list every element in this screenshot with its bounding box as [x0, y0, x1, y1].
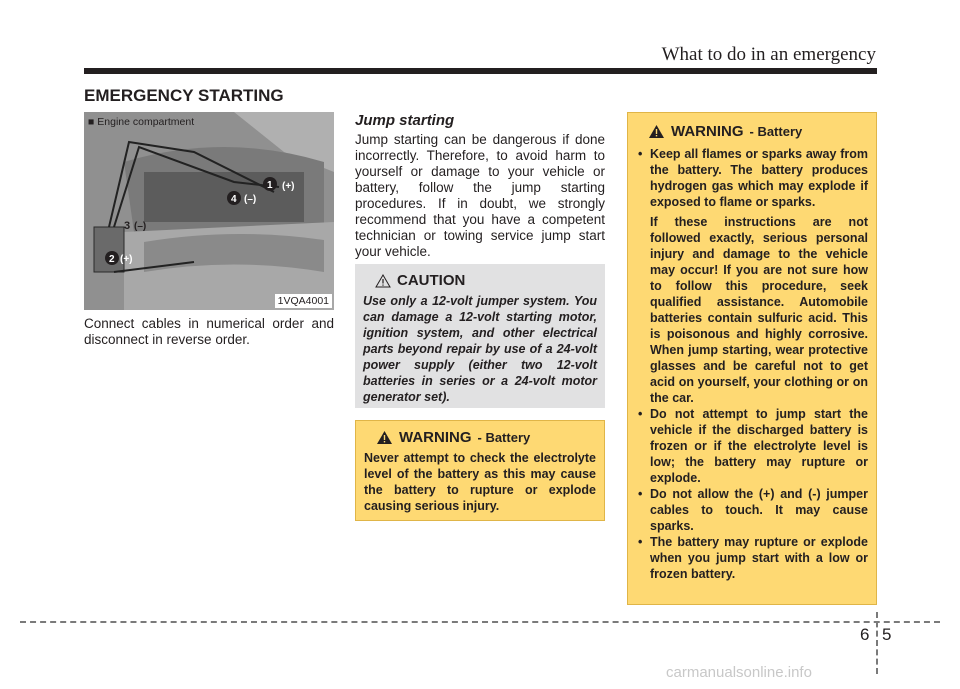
- caution-header: [375, 272, 597, 289]
- marker-4-label: 4: [231, 194, 237, 205]
- marker-2-sign: (+): [120, 254, 133, 265]
- warning-item-text: Do not allow the (+) and (-) jumper cables to touch. It may cause sparks.: [650, 487, 868, 533]
- warning-item-text: Do not attempt to jump start the vehicle if the discharged battery is frozen or if the electrolyte level is low; the battery may rupture or explode.: [650, 407, 868, 485]
- warning-list: [636, 146, 868, 582]
- figure-code: 1VQA4001: [275, 294, 332, 308]
- warning-big-title: WARNING: [671, 123, 744, 140]
- caution-box: [355, 264, 605, 408]
- warning-triangle-icon: [376, 430, 393, 445]
- header-rule: [84, 68, 877, 74]
- warning-small-subtitle: - Battery: [477, 430, 531, 445]
- warning-item: [636, 486, 868, 534]
- marker-3-sign: (–): [134, 221, 147, 232]
- bullet-icon: •: [638, 147, 643, 161]
- bullet-icon: •: [638, 487, 643, 501]
- header-title: What to do in an emergency: [661, 44, 876, 65]
- warning-item: [636, 534, 868, 582]
- warning-small-body: Never attempt to check the electrolyte level of the battery as this may cause the battery to rupture or explode causing serious injury.: [364, 451, 596, 513]
- warning-small-header: [376, 429, 596, 446]
- warning-big-header: [648, 123, 868, 140]
- jump-starting-title: Jump starting: [355, 112, 455, 129]
- bullet-icon: •: [638, 407, 643, 421]
- engine-figure: [84, 112, 334, 310]
- page-chapter: 6: [860, 625, 870, 644]
- marker-1-label: 1: [267, 180, 273, 191]
- figure-caption: ■ Engine compartment: [88, 116, 195, 128]
- engine-illustration: [84, 112, 334, 310]
- marker-2-label: 2: [109, 254, 115, 265]
- caution-body: Use only a 12-volt jumper system. You can damage a 12-volt starting motor, ignition system, and other electrical parts beyond repair by use of a 24-volt power supply (either two 12-volt batteries in series or a 24-volt motor generator set).: [363, 294, 597, 404]
- warning-big-subtitle: - Battery: [749, 124, 803, 139]
- warning-item: [636, 146, 868, 406]
- marker-1-sign: (+): [282, 181, 295, 192]
- page-number: 5: [882, 625, 892, 644]
- caution-title: CAUTION: [397, 272, 466, 289]
- caution-triangle-icon: [375, 274, 391, 288]
- jump-starting-body: Jump starting can be dangerous if done incorrectly. Therefore, to avoid harm to yourself or damage to your vehicle or battery, follow the jump starting procedures. If in doubt, we strongly recommend that you have a competent technician or towing service jump start your vehicle.: [355, 132, 605, 259]
- warning-item-extra: If these instructions are not followed exactly, serious personal injury and damage to the vehicle may occur! If you are not sure how to follow this procedure, seek qualified assistance. Automobile batteries contain sulfuric acid. This is poisonous and highly corrosive. When jump starting, wear protective glasses and be careful not to get acid on yourself, your clothing or on the car.: [650, 215, 868, 405]
- watermark: carmanualsonline.info: [666, 664, 812, 681]
- warning-item-text: Keep all flames or sparks away from the battery. The battery produces hydrogen gas which may explode if exposed to flame or sparks.: [650, 147, 868, 209]
- footer-divider: [876, 612, 878, 674]
- warning-triangle-icon: [648, 124, 665, 139]
- marker-3-label: 3: [124, 220, 131, 232]
- warning-big-box: [627, 112, 877, 605]
- warning-item-text: The battery may rupture or explode when you jump start with a low or frozen battery.: [650, 535, 868, 581]
- warning-item: [636, 406, 868, 486]
- marker-4-sign: (–): [244, 194, 257, 205]
- warning-small-title: WARNING: [399, 429, 472, 446]
- section-title: EMERGENCY STARTING: [84, 86, 284, 105]
- warning-small-box: [355, 420, 605, 521]
- figure-description: Connect cables in numerical order and disconnect in reverse order.: [84, 316, 334, 347]
- bullet-icon: •: [638, 535, 643, 549]
- footer-rule: [20, 621, 940, 623]
